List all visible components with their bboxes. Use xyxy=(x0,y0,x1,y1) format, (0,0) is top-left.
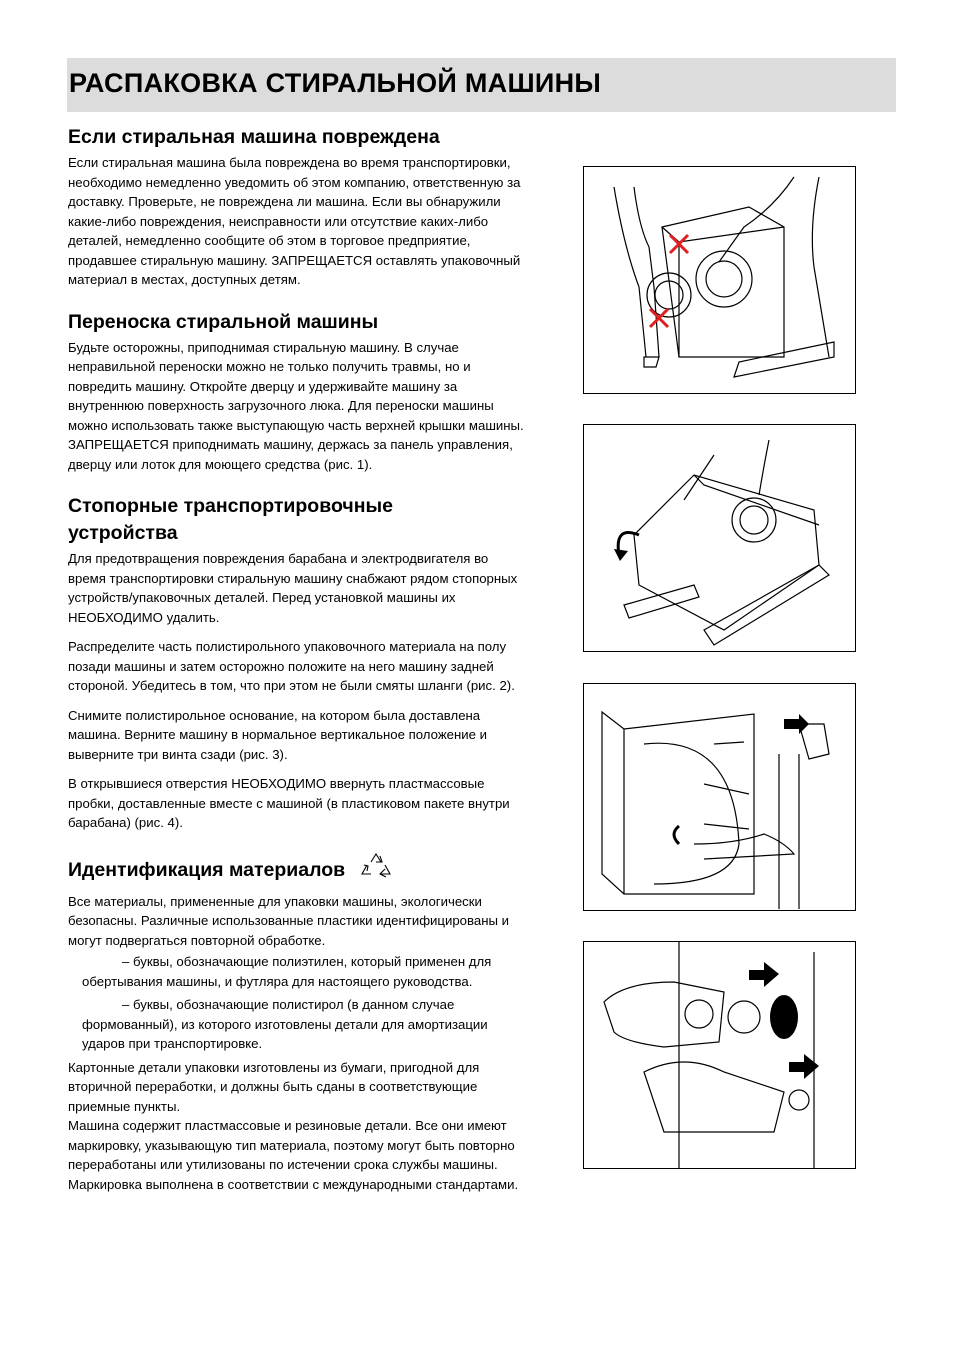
section-heading: Если стиральная машина повреждена xyxy=(68,126,440,148)
list-item: – буквы, обозначающие полистирол (в данном случае формованный), из которого изготовлены детали для амортизации ударов при транспортировке. xyxy=(82,997,488,1051)
section-paragraph: Для предотвращения повреждения барабана и электродвигателя во время транспортировки стиральную машину снабжают рядом стопорных устройств/упаковочных деталей. Перед установкой машины их НЕОБХОДИМО удалить. xyxy=(68,551,518,625)
section-paragraph: В открывшиеся отверстия НЕОБХОДИМО ввернуть пластмассовые пробки, доставленные вместе с машиной (в пластиковом пакете внутри барабана) (рис. 4). xyxy=(68,776,510,830)
section-materials xyxy=(68,852,526,1195)
section-heading: Стопорные транспортировочные устройства xyxy=(68,495,393,544)
page-title-bar xyxy=(67,58,896,112)
section-paragraph: Если стиральная машина была повреждена во время транспортировки, необходимо немедленно уведомить об этом компанию, ответственную за доставку. Проверьте, не повреждена ли машина. Если вы обнаружили какие-либо повреждения, неисправности или отсутствие каких-либо деталей, немедленно сообщите об этом в торговое предприятие, продавшее стиральную машину. ЗАПРЕЩАЕТСЯ оставлять упаковочный материал в местах, доступных детям. xyxy=(68,155,521,287)
figure-4 xyxy=(583,941,856,1169)
tilt-machine-illustration xyxy=(584,425,855,651)
page-title: РАСПАКОВКА СТИРАЛЬНОЙ МАШИНЫ xyxy=(69,68,602,98)
figure-1 xyxy=(583,166,856,394)
section-heading-text: Идентификация материалов xyxy=(68,858,346,881)
section-paragraph: Распределите часть полистирольного упаковочного материала на полу позади машины и затем осторожно положите на него машину задней стороной. Убедитесь в том, что при этом не были смяты шланги (рис. 2). xyxy=(68,639,515,693)
section-carrying xyxy=(68,309,526,475)
section-heading: Переноска стиральной машины xyxy=(68,310,379,333)
section-paragraph: Все материалы, примененные для упаковки машины, экологически безопасны. Различные использованные пластики идентифицированы и могут подвергаться повторной обработке. xyxy=(68,893,509,948)
section-paragraph: Машина содержит пластмассовые и резиновые детали. Все они имеют маркировку, указывающую тип материала, поэтому могут быть повторно переработаны или утилизованы по истечении срока службы машины. Маркировка выполнена в соответствии с международными стандартами. xyxy=(68,1118,519,1192)
section-damaged xyxy=(68,124,526,290)
recycle-icon xyxy=(359,852,393,890)
section-paragraph: Снимите полистирольное основание, на котором была доставлена машина. Верните машину в нормальное вертикальное положение и выверните три винта сзади (рис. 3). xyxy=(68,707,487,762)
insert-plugs-illustration xyxy=(584,942,855,1168)
list-item: – буквы, обозначающие полиэтилен, который применен для обертывания машины, и футляра для настоящего руководства. xyxy=(82,954,492,989)
section-paragraph: Картонные детали упаковки изготовлены из бумаги, пригодной для вторичной переработки, и должны быть сданы в соответствующие приемные пункты. xyxy=(68,1059,480,1114)
main-column xyxy=(68,124,526,1194)
section-heading xyxy=(68,852,526,890)
remove-screws-illustration xyxy=(584,684,855,910)
figure-2 xyxy=(583,424,856,652)
carry-machine-illustration xyxy=(584,167,855,393)
section-transit-bolts xyxy=(68,493,526,833)
section-paragraph: Будьте осторожны, приподнимая стиральную машину. В случае неправильной переноски можно не только получить травмы, но и повредить машину. Откройте дверцу и удерживайте машину за внутреннюю поверхность загрузочного люка. Для переноски машины можно использовать также выступающую часть верхней крышки машины. ЗАПРЕЩАЕТСЯ приподнимать машину, держась за панель управления, дверцу или лоток для моющего средства (рис. 1). xyxy=(68,339,524,472)
figure-3 xyxy=(583,683,856,911)
